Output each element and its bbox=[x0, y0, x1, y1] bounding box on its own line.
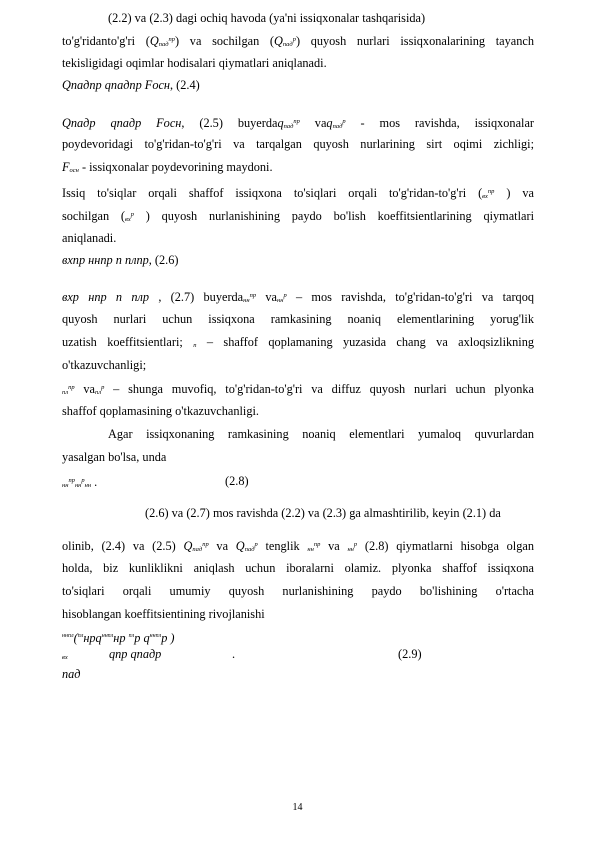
text-line: olinib, (2.4) va (2.5) Qпад$^{пр}$ va Qпад$^р$ tenglik $нн^{пр}$ va $нн^р$ (2.8) qiymatlarni hisobga olgan bbox=[62, 539, 534, 553]
text-line: sochilgan ($вх^р$ ) quyosh nurlanishining paydo bo'lish koeffitsientlarining qiymatlari bbox=[62, 209, 534, 223]
text-line: Fосн - issiqxonalar poydevorining maydoni. bbox=[62, 160, 273, 174]
equation-number: (2.9) bbox=[398, 647, 422, 661]
text-line: o'tkazuvchanligi; bbox=[62, 358, 147, 372]
text-line: вхр нпр п плр , (2.7) buyerdaнн$^{пр}$ vaнн$^р$ – mos ravishda, to'g'ridan-to'g'ri va tarqoq bbox=[62, 290, 535, 304]
formula-line: пад bbox=[62, 667, 81, 681]
text-line: to'g'ridanto'g'ri (Qпад$^{пр}$) va sochilgan (Qпад$^р$) quyosh nurlari issiqxonalarining tayanch bbox=[62, 34, 534, 48]
text-line: holda, biz kunliklikni aniqlash uchun iboralarni olamiz. plyonka shaffof issiqxona bbox=[62, 561, 534, 575]
text-line: Qпадр qпадр Fосн, (2.5) buyerdaqпад$^{пр}$ vaqпад$^р$ - mos ravishda, issiqxonalar bbox=[62, 116, 534, 130]
text-line: tekisligidagi oqimlar hodisalari qiymatlari aniqlanadi. bbox=[62, 56, 327, 70]
text-line: (2.2) va (2.3) dagi ochiq havoda (ya'ni issiqxonalar tashqarisida) bbox=[108, 11, 426, 25]
text-line: hisoblangan koeffitsientining rivojlanishi bbox=[62, 607, 265, 621]
formula-line bbox=[62, 78, 534, 92]
equation-number: , (2.4) bbox=[170, 78, 200, 92]
page-number: 14 bbox=[292, 802, 303, 813]
text-line: (2.6) va (2.7) mos ravishda (2.2) va (2.3) ga almashtirilib, keyin (2.1) da bbox=[145, 506, 501, 520]
formula: qпр qпадр bbox=[109, 647, 162, 661]
text-line: yasalgan bo'lsa, unda bbox=[62, 450, 167, 464]
formula: Qпадпр qпадпр Fосн bbox=[62, 78, 171, 92]
text-line: uzatish koeffitsientlari; п – shaffof qoplamaning yuzasida chang va axloqsizlikning bbox=[62, 335, 535, 349]
equation-number: (2.8) bbox=[225, 474, 249, 488]
formula: вхпр ннпр п плпр bbox=[62, 253, 149, 267]
text-line: shaffof qoplamasining o'tkazuvchanligi. bbox=[62, 404, 259, 418]
text-line: Issiq to'siqlar orqali shaffof issiqxona to'siqlari orqali to'g'ridan-to'g'ri ($вх^{пр}$ ) va bbox=[62, 186, 534, 200]
text-line: $пл^{пр}$ vaпл$^р$ – shunga muvofiq, to'g'ridan-to'g'ri va diffuz quyosh nurlari uchun plyonka bbox=[62, 382, 534, 396]
formula-line bbox=[62, 253, 534, 267]
formula-line: $нн^{пр}нн^рнн$ . (2.8) bbox=[62, 474, 249, 489]
text-line: poydevoridagi to'g'ridan-to'g'ri va tarqalgan quyosh nurlarining sirt oqimi zichligi; bbox=[62, 137, 534, 151]
formula-line: $^{ннпл}$($^{пл}$нрq$^{ннпл}$нр $^{пл}$р $q^{ннпл}р$ ) bbox=[62, 631, 175, 645]
equation-number: , (2.6) bbox=[148, 253, 179, 267]
text-line: aniqlanadi. bbox=[62, 231, 117, 245]
text-line: Agar issiqxonaning ramkasining noaniq elementlari yumaloq quvurlardan bbox=[108, 427, 534, 441]
text-line: to'siqlari orqali umumiy quyosh nurlanishining paydo bo'lishining o'rtacha bbox=[62, 584, 534, 598]
text-line: quyosh nurlari uchun issiqxona ramkasining noaniq elementlarining yorug'lik bbox=[62, 312, 534, 326]
formula-line: вх qпр qпадр . (2.9) bbox=[62, 647, 422, 661]
